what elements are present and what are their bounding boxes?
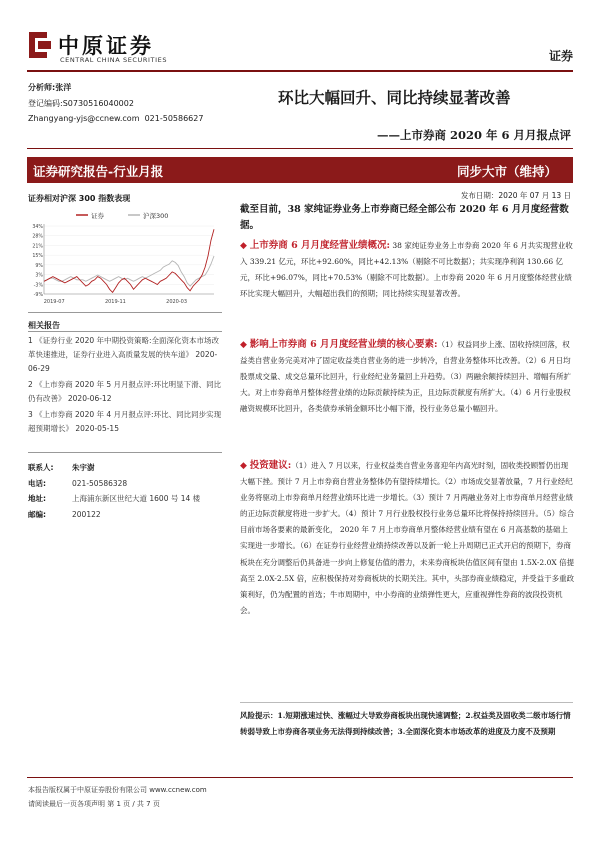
- report-title: 环比大幅回升、同比持续显著改善: [278, 88, 511, 107]
- contact-person-label: 联系人:: [28, 463, 54, 472]
- lead-paragraph: 截至目前，38 家纯证券业务上市券商已经全部公布 2020 年 6 月月度经营数据。: [240, 204, 569, 231]
- legend-label: 证券: [91, 212, 104, 220]
- analyst-label: 分析师:: [28, 83, 56, 92]
- related-report-item[interactable]: 2 《上市券商 2020 年 5 月月报点评:环比明显下滑、同比仍有改善》 2020-06-12: [28, 380, 222, 403]
- page-indicator: 请阅读最后一页各项声明 第 1 页 / 共 7 页: [28, 800, 160, 808]
- contact-phone: 021-50586328: [72, 478, 128, 488]
- y-tick-label: 28%: [32, 234, 43, 240]
- chart-divider: [28, 312, 222, 313]
- section-drivers: [240, 337, 575, 417]
- contact-person: 朱宇澍: [72, 463, 95, 472]
- y-tick-label: 9%: [35, 263, 43, 269]
- logo-icon: [27, 30, 53, 60]
- sector-label: 证券: [548, 49, 573, 63]
- related-report-item[interactable]: 1 《证券行业 2020 年中期投资策略:全面深化资本市场改革快速推进，证券行业进入高质量发展的快车道》 2020-06-29: [28, 336, 220, 373]
- section-heading: 投资建议:: [249, 460, 292, 471]
- contact-info: [28, 460, 200, 522]
- analyst-phone: 021-50586627: [144, 114, 204, 123]
- reg-label: 登记编码:: [28, 98, 63, 108]
- y-tick-label: -3%: [33, 283, 43, 289]
- section-text: （1）权益同步上涨、固收持续回落，权益类自营业务完美对冲了固定收益类自营业务的进一步转冷，自营业务整体环比改善。（2）6 月日均股票成交量、成交总量环比回升，行业经纪业务量回上升趋势。（3）两融余额持续回升、增幅有所扩大。对上市券商单月整体经营业绩的边际贡献持续为正，且边际贡献度有所扩大。（4）6 月行业股权融资规模环比回升，各类债券承销金额环比小幅下滑，投行业务总量小幅回升。: [240, 340, 572, 414]
- y-tick-label: 3%: [35, 273, 43, 279]
- related-divider: [28, 331, 222, 332]
- related-reports-title: 相关报告: [28, 321, 60, 330]
- publish-date: 发布日期：2020 年 07 月 13 日: [460, 191, 571, 200]
- analyst-name: 张洋: [55, 83, 72, 92]
- contact-address-label: 地址:: [28, 494, 46, 503]
- logo-english-name: CENTRAL CHINA SECURITIES: [60, 56, 168, 64]
- header-divider: [27, 70, 573, 72]
- contact-zip-label: 邮编:: [28, 509, 46, 519]
- contact-zip: 200122: [72, 509, 101, 519]
- section-text: 38 家纯证券业务上市券商 2020 年 6 月共实现营业收入 339.21 亿元，环比+92.60%，同比+42.13%（剔除不可比数据）；共实现净利润 130.66 亿元，环比+96.07%，同比+70.53%（剔除不可比数据）。上市券商 2020 年 6 月月度整体经营业绩环比实现大幅回升，大幅超出我们的预期；同比持续实现显著改善。: [240, 241, 573, 299]
- analyst-email[interactable]: Zhangyang-yjs@ccnew.com: [28, 114, 140, 123]
- risk-divider: [240, 702, 573, 703]
- section-heading: 上市券商 6 月月度经营业绩概况:: [249, 240, 391, 251]
- x-tick-label: 2019-11: [104, 299, 126, 305]
- reg-number: S0730516040002: [62, 98, 134, 108]
- section-text: （1）进入 7 月以来，行业权益类自营业务喜迎年内高光时刻，固收类投顾暂仍出现大幅下挫。预计 7 月上市券商自营业务整体仍有望持续增长。（2）市场成交显著放量，7 月行业经纪业务将驱动上市券商单月经营业绩环比进一步增长。（3）预计 7 月两融业务对上市券商单月经营业绩的正边际贡献度将进一步扩大。（4）预计 7 月行业股权投行业务总量环比将保持持续回升。（5）综合目前市场各要素的最新变化， 2020 年 7 月上市券商单月整体经营业绩有望在 6 月高基数的基础上实现进一步增长。（6）在证券行业经营业绩持续改善以及新一轮上升周期已正式开启的预期下，券商板块在充分调整后仍具备进一步向上修复估值的潜力，未来券商板块估值区间有望由 1.5X-2.0X 倍提高至 2.0X-2.5X 倍，应积极保持对券商板块的长期关注。其中，头部券商业绩稳定，并受益于多重政策利好，仍为配置的首选；牛市周期中，中小券商的业绩弹性更大，应重视弹性券商的波段投资机会。: [240, 461, 575, 615]
- logo-chinese-name: 中原证券: [58, 33, 154, 58]
- bullet-icon: ◆: [240, 241, 250, 251]
- contact-divider: [28, 452, 222, 453]
- contact-phone-label: 电话:: [28, 478, 46, 488]
- series-line-securities: [44, 229, 214, 292]
- section-overview: [240, 238, 575, 302]
- section-heading: 影响上市券商 6 月月度经营业绩的核心要素:: [249, 339, 438, 350]
- bullet-icon: ◆: [240, 340, 250, 350]
- rating-label: 同步大市（维持）: [456, 164, 557, 179]
- y-tick-label: -9%: [33, 293, 43, 298]
- report-banner: [27, 157, 573, 183]
- analyst-info: [28, 80, 203, 127]
- section-investment-advice: [240, 458, 575, 619]
- contact-address: 上海浦东新区世纪大道 1600 号 14 楼: [72, 494, 201, 503]
- x-tick-label: 2020-03: [166, 299, 188, 305]
- related-reports-list: [28, 334, 224, 438]
- y-tick-label: 15%: [32, 254, 43, 260]
- report-type: 证券研究报告-行业月报: [33, 164, 164, 179]
- performance-chart: [28, 206, 218, 310]
- risk-warning: 风险提示：1.短期涨速过快、涨幅过大导致券商板块出现快速调整；2.权益类及固收类二级市场行情转弱导致上市券商各项业务无法得到持续改善；3.全面深化资本市场改革的进度及力度不及预期: [240, 711, 571, 736]
- title-divider: [27, 148, 573, 149]
- related-report-item[interactable]: 3 《上市券商 2020 年 4 月月报点评:环比、同比同步实现超预期增长》 2020-05-15: [28, 410, 222, 433]
- bullet-icon: ◆: [240, 461, 250, 471]
- y-tick-label: 34%: [32, 225, 43, 230]
- legend-label: 沪深300: [143, 212, 169, 220]
- x-tick-label: 2019-07: [43, 299, 65, 305]
- footer-divider: [27, 777, 573, 778]
- series-line-hs300: [44, 256, 214, 286]
- y-tick-label: 21%: [32, 244, 43, 250]
- chart-title: 证券相对沪深 300 指数表现: [28, 194, 131, 203]
- copyright-notice: 本报告版权属于中原证券股份有限公司 www.ccnew.com: [28, 786, 207, 794]
- report-subtitle: ——上市券商 2020 年 6 月月报点评: [376, 128, 571, 142]
